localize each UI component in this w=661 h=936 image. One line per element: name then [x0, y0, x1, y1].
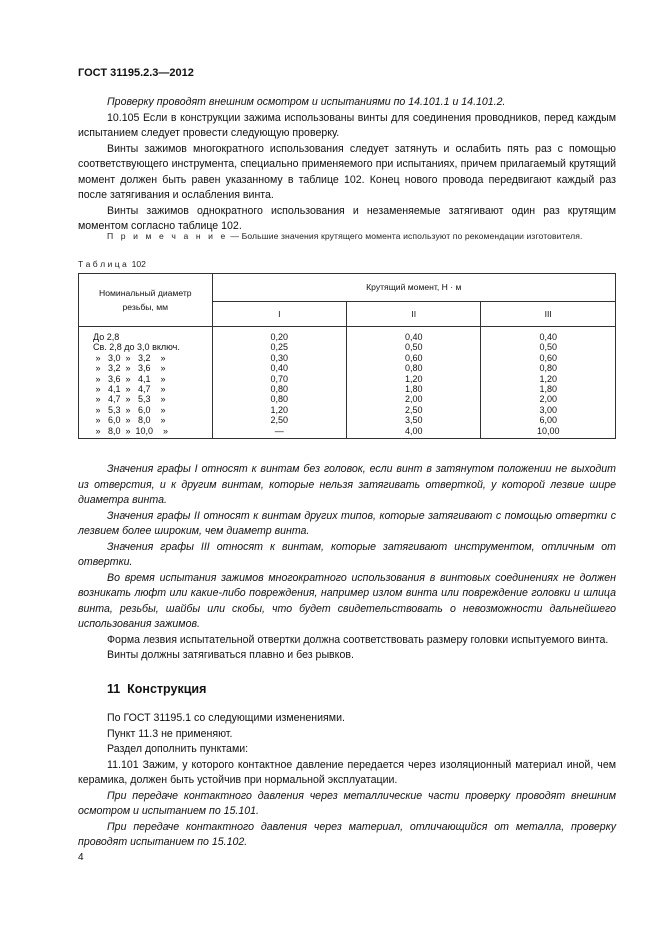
- paragraph: Значения графы I относят к винтам без головок, если винт в затянутом положении не выходит из отверстия, и к другим винтам, которые нельзя затягивать отверткой, у которой лезвие шире диаметра винта.: [78, 463, 616, 506]
- value-cell: 0,80: [270, 394, 289, 405]
- value-cell: 1,80: [539, 383, 557, 394]
- column-header-1: I: [212, 301, 346, 326]
- diameter-header: [79, 274, 213, 327]
- note-label: П р и м е ч а н и е: [107, 231, 228, 241]
- value-cell: 4,00: [404, 425, 423, 436]
- value-cell: 0,50: [404, 342, 423, 353]
- value-cell: 0,40: [539, 332, 557, 342]
- column-2: [347, 327, 481, 439]
- diameter-cell: » 3,6 » 4,1 »: [93, 373, 166, 384]
- document-header: ГОСТ 31195.2.3—2012: [78, 67, 194, 79]
- paragraph: Винты зажимов многократного использования следует затянуть и ослабить пять раз с помощью соответствующего инструмента, специально применяемого при испытаниях, причем прилагаемый крутящий момент должен быть равен указанному в таблице 102. Конец нового провода передвигают каждый раз после затягивания и ослабления винта.: [78, 142, 616, 201]
- value-cell: 3,50: [404, 415, 423, 426]
- diameter-cell: До 2,8: [93, 332, 120, 342]
- diameter-cell: Св. 2,8 до 3,0 включ.: [93, 342, 180, 353]
- paragraph: Винты должны затягиваться плавно и без рывков.: [107, 649, 354, 661]
- value-cell: 0,25: [270, 342, 289, 353]
- value-cell: 0,40: [270, 363, 289, 374]
- value-cell: 0,50: [539, 342, 557, 353]
- section-title: 11 Конструкция: [107, 682, 207, 696]
- value-cell: 0,60: [539, 352, 557, 363]
- value-cell: 1,20: [270, 404, 289, 415]
- diameter-cell: » 4,1 » 4,7 »: [93, 383, 166, 394]
- value-cell: 0,80: [539, 363, 557, 374]
- diameter-header-line1: Номинальный диаметр: [99, 288, 192, 298]
- text-block-1: [78, 95, 616, 235]
- diameter-cell: » 4,7 » 5,3 »: [93, 394, 166, 405]
- column-3: [481, 327, 616, 439]
- value-cell: 2,50: [404, 404, 423, 415]
- paragraph: 11.101 Зажим, у которого контактное давление передается через изоляционный материал иной, чем керамика, должен быть устойчив при нормальной эксплуатации.: [78, 758, 616, 786]
- diameter-cell: » 5,3 » 6,0 »: [93, 404, 166, 415]
- value-cell: 10,00: [536, 425, 560, 436]
- paragraph: Во время испытания зажимов многократного использования в винтовых соединениях не должен возникать люфт или какие-либо повреждения, например излом винта или повреждение головки и шлица винта, резьбы, шайбы или скобы, что будет свидетельствовать о невозможности дальнейшего использования зажимов.: [78, 571, 616, 630]
- value-cell: 1,20: [404, 373, 423, 384]
- value-cell: 6,00: [539, 415, 557, 426]
- value-cell: 1,80: [404, 383, 423, 394]
- note: [107, 231, 582, 241]
- value-cell: 2,00: [539, 394, 557, 405]
- diameter-cell: » 3,0 » 3,2 »: [93, 352, 166, 363]
- value-cell: 2,00: [404, 394, 423, 405]
- value-cell: 0,80: [404, 363, 423, 374]
- value-cell: 0,60: [404, 352, 423, 363]
- diameter-column: [79, 327, 213, 439]
- column-header-3: III: [481, 301, 616, 326]
- paragraph: Значения графы II относят к винтам других типов, которые затягивают с помощью отвертки с лезвием более широким, чем диаметр винта.: [78, 509, 616, 537]
- value-cell: —: [274, 425, 284, 436]
- paragraph: Форма лезвия испытательной отвертки должна соответствовать размеру головки испытуемого винта.: [107, 633, 609, 646]
- diameter-cell: » 8,0 » 10,0 »: [93, 425, 169, 436]
- torque-table: [78, 273, 616, 439]
- paragraph: Значения графы III относят к винтам, которые затягивают инструментом, отличным от отвертки.: [78, 540, 616, 568]
- column-header-2: II: [347, 301, 481, 326]
- text-block-2: [78, 462, 616, 664]
- torque-header: Крутящий момент, Н · м: [212, 274, 615, 302]
- paragraph: Винты зажимов однократного использования и незаменяемые затягивают один раз крутящим моментом согласно таблице 102.: [78, 204, 616, 232]
- value-cell: 3,00: [539, 404, 557, 415]
- paragraph: По ГОСТ 31195.1 со следующими изменениями.: [107, 712, 345, 724]
- paragraph: Пункт 11.3 не применяют.: [107, 727, 233, 740]
- value-cell: 0,70: [270, 373, 289, 384]
- column-1: [212, 327, 346, 439]
- paragraph: Проверку проводят внешним осмотром и испытаниями по 14.101.1 и 14.101.2.: [107, 96, 506, 108]
- text-block-3: [78, 711, 616, 851]
- value-cell: 0,20: [270, 332, 289, 342]
- diameter-cell: » 3,2 » 3,6 »: [93, 363, 166, 374]
- table-caption: Т а б л и ц а 102: [78, 259, 146, 269]
- paragraph: При передаче контактного давления через материал, отличающийся от металла, проверку проводят испытанием по 15.102.: [78, 820, 616, 848]
- paragraph: 10.105 Если в конструкции зажима использованы винты для соединения проводников, перед каждым испытанием следует провести следующую проверку.: [78, 111, 616, 139]
- value-cell: 1,20: [539, 373, 557, 384]
- page-number: 4: [78, 852, 84, 863]
- value-cell: 0,80: [270, 383, 289, 394]
- value-cell: 0,40: [404, 332, 423, 342]
- value-cell: 2,50: [270, 415, 289, 426]
- value-cell: 0,30: [270, 352, 289, 363]
- paragraph: При передаче контактного давления через металлические части проверку проводят внешним осмотром и испытанием по 15.101.: [78, 789, 616, 817]
- paragraph: Раздел дополнить пунктами:: [107, 743, 249, 755]
- diameter-cell: » 6,0 » 8,0 »: [93, 415, 166, 426]
- diameter-header-line2: резьбы, мм: [122, 302, 169, 312]
- note-text: — Большие значения крутящего момента используют по рекомендации изготовителя.: [227, 231, 583, 241]
